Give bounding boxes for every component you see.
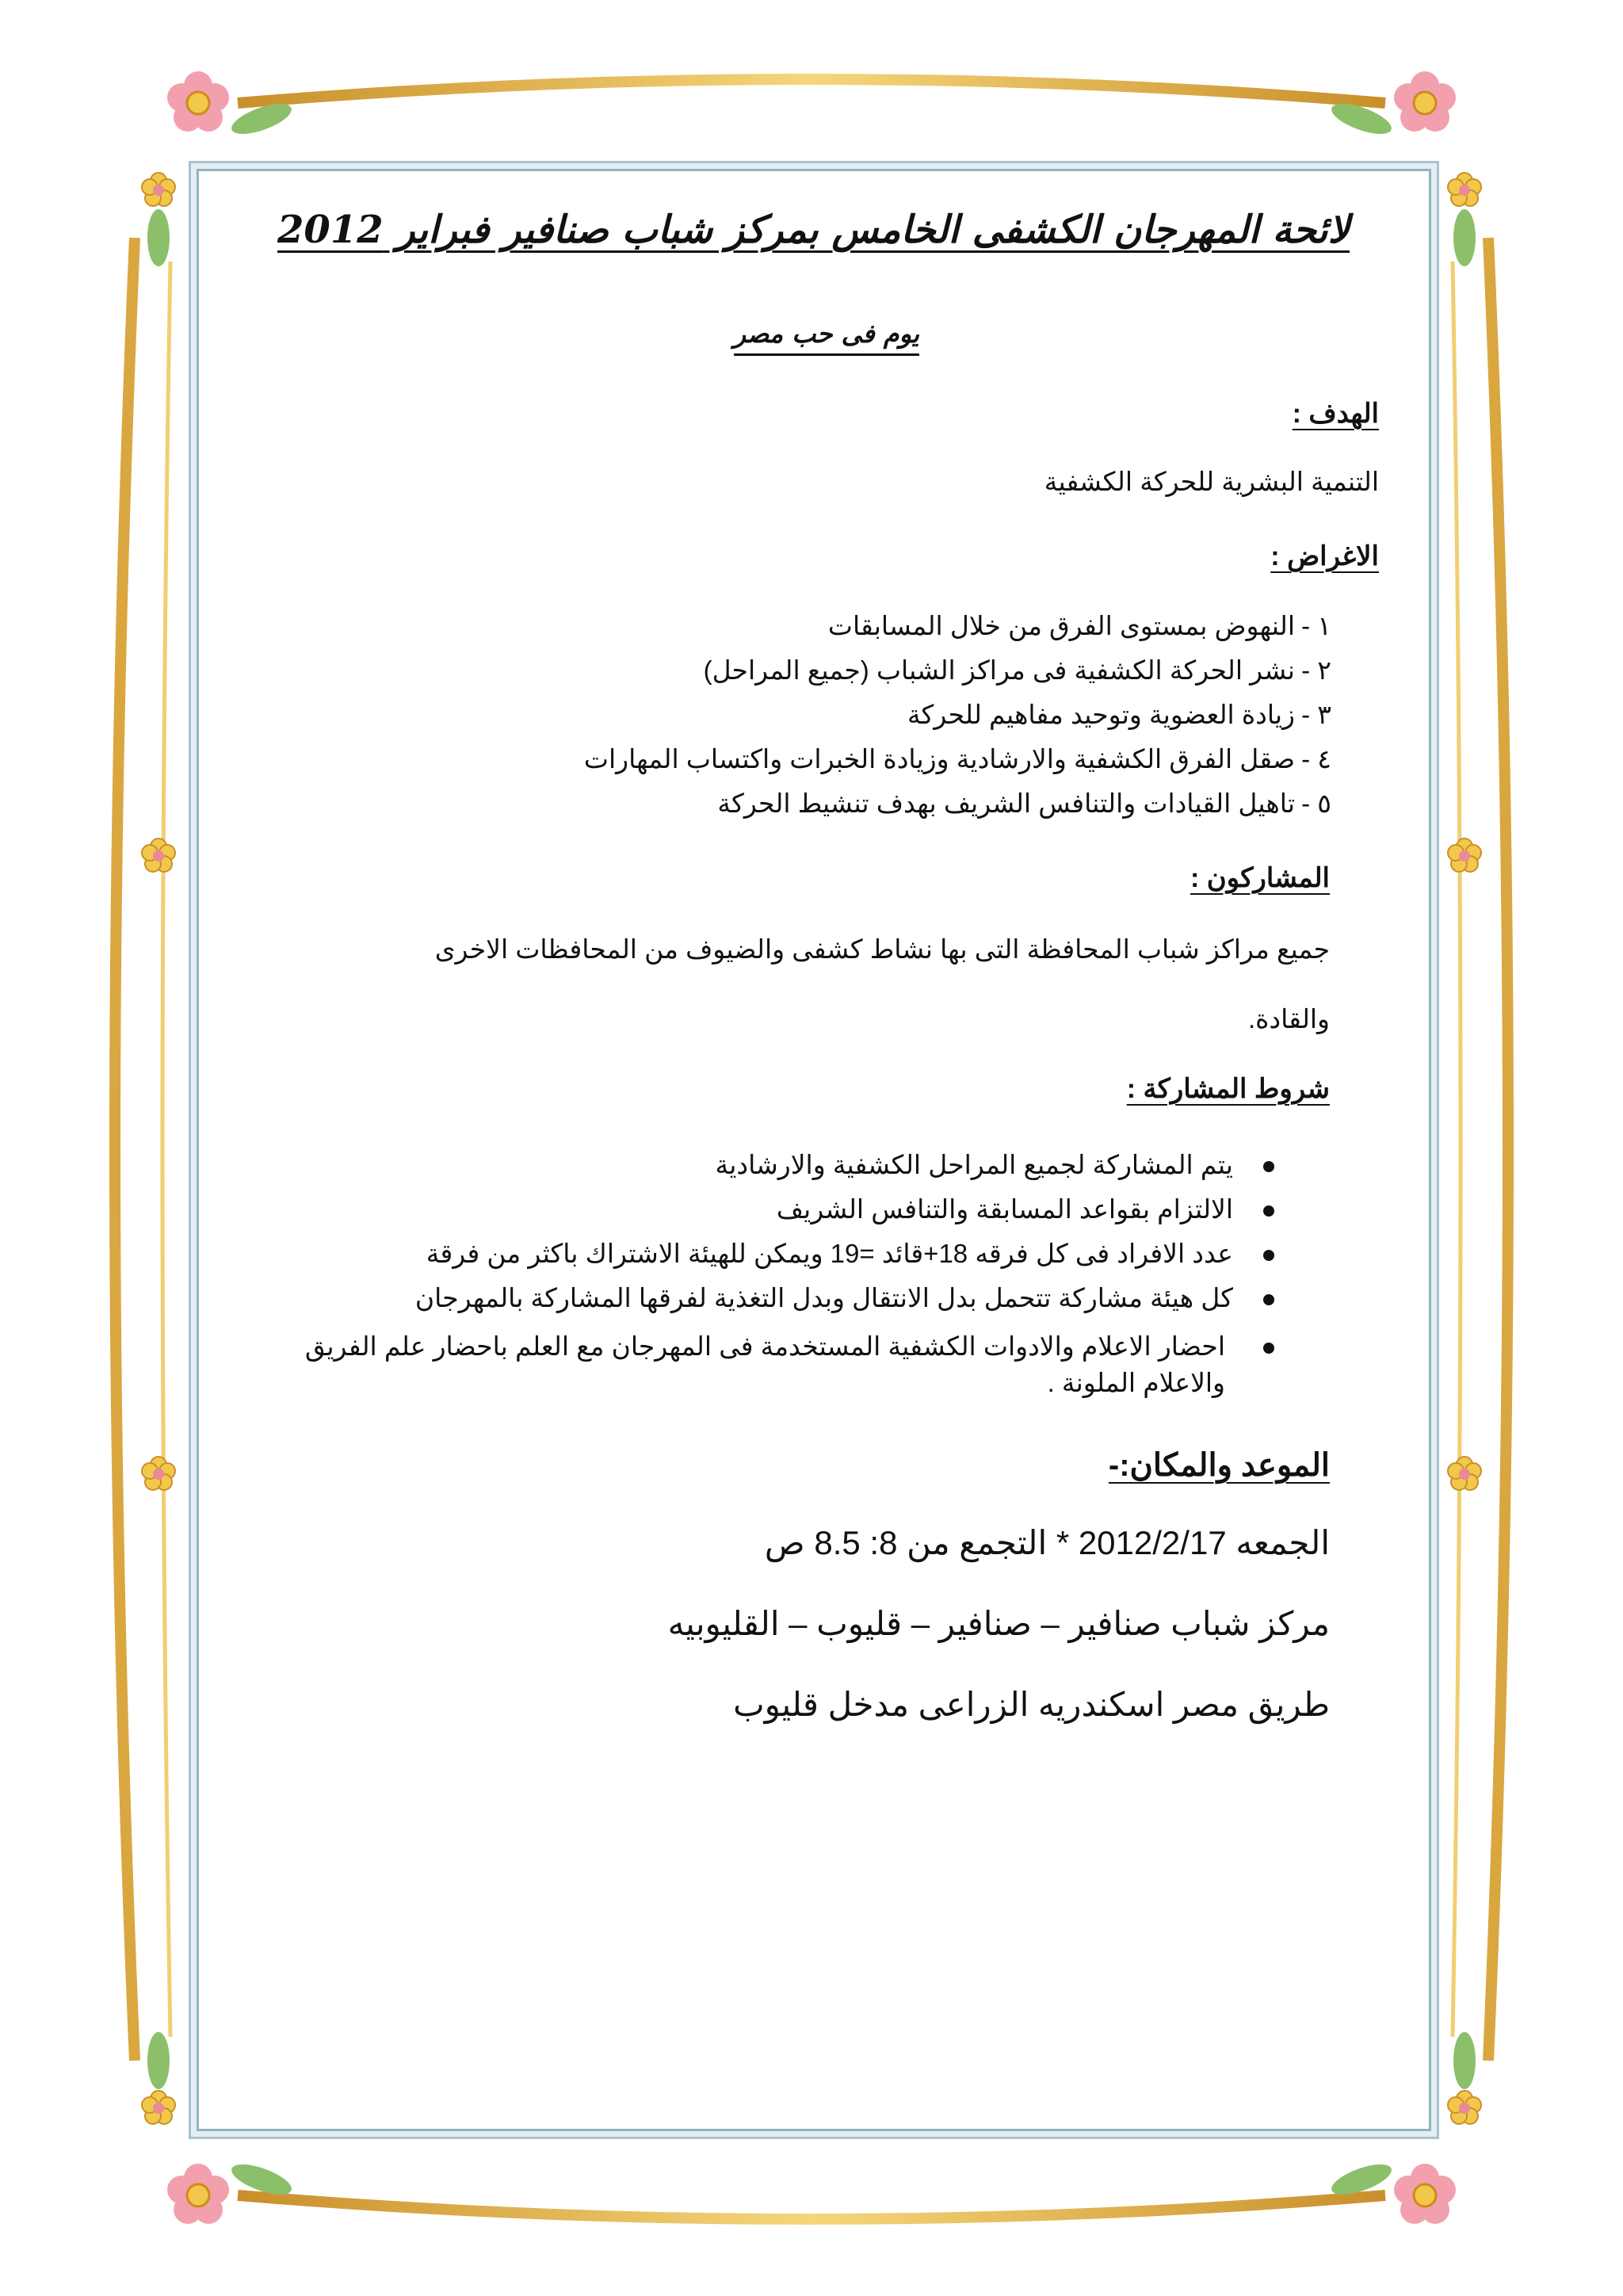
goal-heading: الهدف : (1292, 399, 1379, 429)
objective-item: ٤ -صقل الفرق الكشفية والارشادية وزيادة الخبرات واكتساب المهارات (583, 744, 1331, 774)
document-subtitle: يوم فى حب مصر (734, 319, 919, 356)
condition-item: يتم المشاركة لجميع المراحل الكشفية والارشادية (716, 1149, 1274, 1180)
condition-item: احضار الاعلام والادوات الكشفية المستخدمة فى المهرجان مع العلم باحضار علم الفريق والاعلام الملونة . (284, 1328, 1274, 1401)
condition-item: عدد الافراد فى كل فرقه 18+قائد =19 ويمكن للهيئة الاشتراك باكثر من فرقة (426, 1238, 1274, 1269)
schedule-road: طريق مصر اسكندريه الزراعى مدخل قليوب (733, 1686, 1330, 1723)
bullet-icon (1263, 1161, 1274, 1172)
participants-text-continued: والقادة. (1247, 1004, 1330, 1033)
schedule-date: الجمعه 2012/2/17 * التجمع من 8: 8.5 ص (764, 1524, 1330, 1561)
objective-item: ٥ -تاهيل القيادات والتنافس الشريف بهدف تنشيط الحركة (717, 789, 1331, 818)
document-title: لائحة المهرجان الكشفى الخامس بمركز شباب صنافير فبراير 2012 (277, 208, 1350, 252)
condition-item: كل هيئة مشاركة تتحمل بدل الانتقال وبدل التغذية لفرقها المشاركة بالمهرجان (415, 1282, 1274, 1313)
goal-text: التنمية البشرية للحركة الكشفية (1044, 467, 1379, 496)
participants-heading: المشاركون : (1190, 863, 1330, 893)
bullet-icon (1263, 1343, 1274, 1354)
bullet-icon (1263, 1205, 1274, 1217)
bullet-icon (1263, 1294, 1274, 1305)
objective-item: ١ -النهوض بمستوى الفرق من خلال المسابقات (827, 611, 1331, 640)
objective-item: ٢ -نشر الحركة الكشفية فى مراكز الشباب (جميع المراحل) (703, 655, 1331, 685)
objective-item: ٣ -زيادة العضوية وتوحيد مفاهيم للحركة (907, 700, 1331, 729)
schedule-heading: الموعد والمكان:- (1108, 1448, 1330, 1483)
objectives-heading: الاغراض : (1270, 541, 1379, 571)
conditions-heading: شروط المشاركة : (1126, 1074, 1330, 1104)
bullet-icon (1263, 1250, 1274, 1261)
condition-item: الالتزام بقواعد المسابقة والتنافس الشريف (777, 1194, 1274, 1224)
schedule-place: مركز شباب صنافير – صنافير – قليوب – القليوبيه (667, 1605, 1330, 1642)
participants-text: جميع مراكز شباب المحافظة التى بها نشاط كشفى والضيوف من المحافظات الاخرى (434, 934, 1330, 964)
